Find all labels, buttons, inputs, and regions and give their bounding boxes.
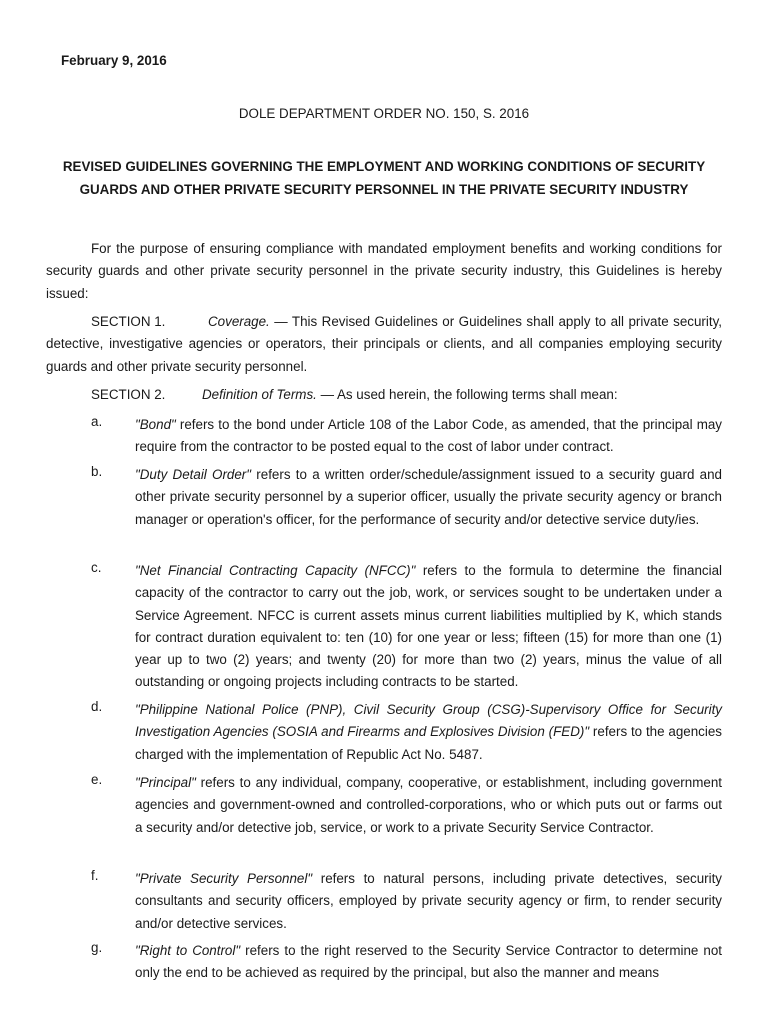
definition-letter: f. [91,868,99,883]
order-number: DOLE DEPARTMENT ORDER NO. 150, S. 2016 [238,106,530,121]
definition-term: "Philippine National Police (PNP), Civil Security Group (CSG)-Supervisory Office for Security Investigation Agencies (SOSIA and Firearms and Explosives Division (FED)" [135,702,722,740]
section-text: — As used herein, the following terms shall mean: [316,387,618,402]
section-1 [46,311,722,378]
definition-body [135,772,722,839]
definition-letter: g. [91,940,103,955]
definition-body [135,868,722,935]
section-heading: Coverage. [208,314,270,329]
definition-text: refers to the right reserved to the Security Service Contractor to determine not only the end to be achieved as required by the principal, but also the manner and means [135,943,723,981]
definition-term: "Bond" [135,417,176,432]
definition-text: refers to natural persons, including private detectives, security consultants and security officers, employed by private security agency or firm, to render security and/or detective services. [135,871,723,931]
definition-body [135,940,722,985]
section-text: — This Revised Guidelines or Guidelines shall apply to all private security, detective, investigative agencies or operators, their principals or clients, and all companies employing security guards and other private security personnel. [46,314,722,374]
definition-letter: c. [91,560,102,575]
section-heading: Definition of Terms. [202,387,317,402]
section-2 [46,384,722,406]
document-date: February 9, 2016 [61,53,167,68]
definition-letter: b. [91,464,103,479]
definition-letter: d. [91,699,103,714]
definition-text: refers to the formula to determine the financial capacity of the contractor to carry out the job, work, or services sought to be undertaken under a Service Agreement. NFCC is current assets minus current liabilities multiplied by K, which stands for contract duration equivalent to: ten (10) for one year or less; fifteen (15) for more than one (1) year up to two (2) years; and twenty (20) for more than two (2) years, minus the value of all outstanding or ongoing projects including contracts to be started. [135,563,722,690]
definition-text: refers to the agencies charged with the implementation of Republic Act No. 5487. [135,724,722,762]
definition-term: "Private Security Personnel" [135,871,313,886]
definition-text: refers to a written order/schedule/assignment issued to a security guard and other private security personnel by a superior officer, usually the private security agency or branch manager or operation's officer, for the performance of security and/or detective service duty/ies. [135,467,722,527]
definition-body [135,464,722,531]
definition-body [135,560,722,694]
document-title: REVISED GUIDELINES GOVERNING THE EMPLOYMENT AND WORKING CONDITIONS OF SECURITY GUARDS AND OTHER PRIVATE SECURITY PERSONNEL IN THE PRIVATE SECURITY INDUSTRY [62,159,706,197]
definition-body [135,699,722,766]
definition-term: "Right to Control" [135,943,241,958]
intro-paragraph: For the purpose of ensuring compliance with mandated employment benefits and working conditions for security guards and other private security personnel in the private security industry, this Guidelines is hereby issued: [46,241,722,301]
section-number: SECTION 2. [91,387,166,402]
definition-text: refers to the bond under Article 108 of the Labor Code, as amended, that the principal may require from the contractor to be posted equal to the cost of labor under contract. [135,417,722,455]
definition-letter: a. [91,414,103,429]
definition-letter: e. [91,772,103,787]
definition-term: "Principal" [135,775,196,790]
section-number: SECTION 1. [91,314,166,329]
definition-term: "Net Financial Contracting Capacity (NFCC)" [135,563,416,578]
definition-term: "Duty Detail Order" [135,467,252,482]
definition-body [135,414,722,459]
definition-text: refers to any individual, company, cooperative, or establishment, including government agencies and government-owned and controlled-corporations, who or which puts out or farms out a security and/or detective job, service, or work to a private Security Service Contractor. [135,775,722,835]
